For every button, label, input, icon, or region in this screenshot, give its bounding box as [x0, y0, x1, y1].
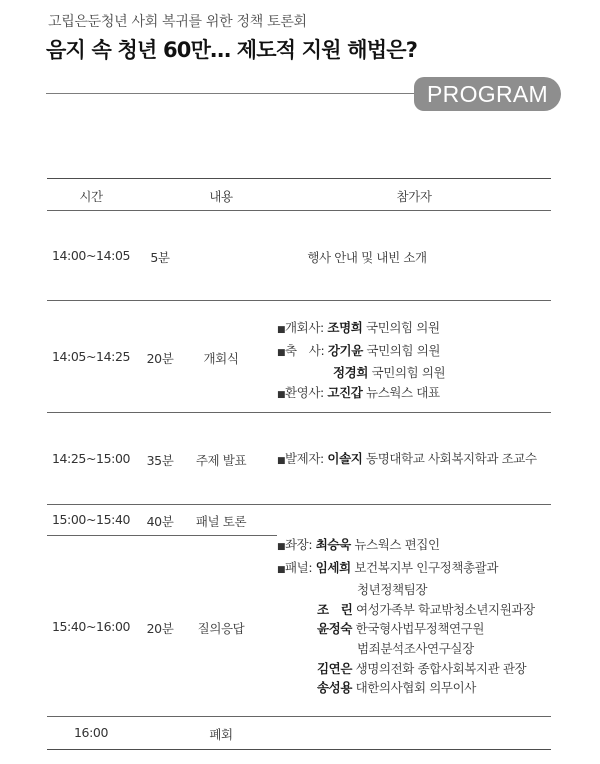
- participant-line: 범죄분석조사연구실장: [357, 640, 474, 656]
- row-duration: 20분: [146, 621, 174, 636]
- row-duration: 5분: [150, 250, 170, 265]
- participants-opening: [277, 318, 445, 405]
- event-title: 음지 속 청년 60만… 제도적 지원 해법은?: [46, 38, 418, 62]
- participant-name: 이솔지: [327, 451, 363, 466]
- row-time: 16:00: [73, 725, 109, 740]
- participant-line: 조 린 여성가족부 학교밖청소년지원과장: [317, 601, 535, 617]
- participant-line: ■축 사: 강기윤 국민의힘 의원: [277, 341, 445, 364]
- participant-line: 정경희 국민의힘 의원: [333, 365, 446, 381]
- row-content: 질의응답: [197, 621, 245, 636]
- participant-name: 정경희: [333, 365, 369, 381]
- row-participant-text: 행사 안내 및 내빈 소개: [307, 250, 427, 265]
- participants-panel: [277, 535, 535, 698]
- participant-line: ■환영사: 고진갑 뉴스웍스 대표: [277, 383, 445, 406]
- column-header-participants: 참가자: [396, 189, 432, 204]
- bullet-square: ■: [277, 347, 286, 358]
- participant-name: 고진갑: [327, 384, 363, 400]
- event-subtitle: 고립은둔청년 사회 복귀를 위한 정책 토론회: [48, 14, 307, 30]
- participant-line: ■발제자: 이솔지 동명대학교 사회복지학과 조교수: [277, 449, 537, 472]
- participant-name: 임세희: [315, 559, 351, 575]
- bullet-square: ■: [277, 542, 286, 552]
- participant-line: 윤정숙 한국형사법무정책연구원: [317, 621, 485, 637]
- row-time: 15:40~16:00: [51, 619, 131, 634]
- bullet-square: ■: [277, 456, 286, 466]
- row-time: 14:00~14:05: [51, 248, 131, 263]
- column-header-content: 내용: [209, 189, 233, 204]
- participant-line: 송성용 대한의사협회 의무이사: [317, 680, 476, 696]
- row-duration: 40분: [146, 514, 174, 529]
- row-time: 15:00~15:40: [51, 512, 131, 527]
- row-divider: [47, 716, 551, 717]
- row-content: 폐회: [209, 727, 233, 742]
- header-divider: [46, 93, 426, 94]
- row-duration: 35분: [146, 453, 174, 468]
- participant-name: 조명희: [327, 320, 363, 335]
- table-bottom-rule: [47, 749, 551, 750]
- participant-name: 강기윤: [327, 342, 363, 358]
- participant-line: ■패널: 임세희 보건복지부 인구정책총괄과: [277, 558, 535, 581]
- row-content: 주제 발표: [195, 453, 247, 468]
- bullet-square: ■: [277, 325, 286, 335]
- participant-name: 윤정숙: [317, 621, 353, 637]
- participant-name: 김연은: [317, 660, 353, 676]
- participants-presentation: [277, 449, 537, 472]
- bullet-square: ■: [277, 389, 286, 400]
- row-duration: 20분: [146, 351, 174, 366]
- participant-name: 조 린: [317, 601, 353, 617]
- row-divider: [47, 504, 551, 505]
- row-content: 개회식: [203, 351, 239, 366]
- row-divider: [47, 300, 551, 301]
- participant-name: 송성용: [317, 680, 353, 696]
- row-content: 패널 토론: [195, 514, 247, 529]
- row-divider-partial: [47, 535, 277, 536]
- participant-line: ■좌장: 최승욱 뉴스웍스 편집인: [277, 535, 535, 558]
- participant-line: 김연은 생명의전화 종합사회복지관 관장: [317, 660, 527, 676]
- column-header-time: 시간: [79, 189, 103, 204]
- table-header-rule: [47, 210, 551, 211]
- participant-name: 최승욱: [315, 537, 351, 552]
- bullet-square: ■: [277, 564, 286, 575]
- program-label: PROGRAM: [414, 77, 561, 111]
- participant-line: 청년정책팀장: [357, 582, 428, 598]
- participant-line: ■개회사: 조명희 국민의힘 의원: [277, 318, 445, 341]
- table-top-rule: [47, 178, 551, 179]
- row-time: 14:25~15:00: [51, 451, 131, 466]
- row-divider: [47, 412, 551, 413]
- row-time: 14:05~14:25: [51, 349, 131, 364]
